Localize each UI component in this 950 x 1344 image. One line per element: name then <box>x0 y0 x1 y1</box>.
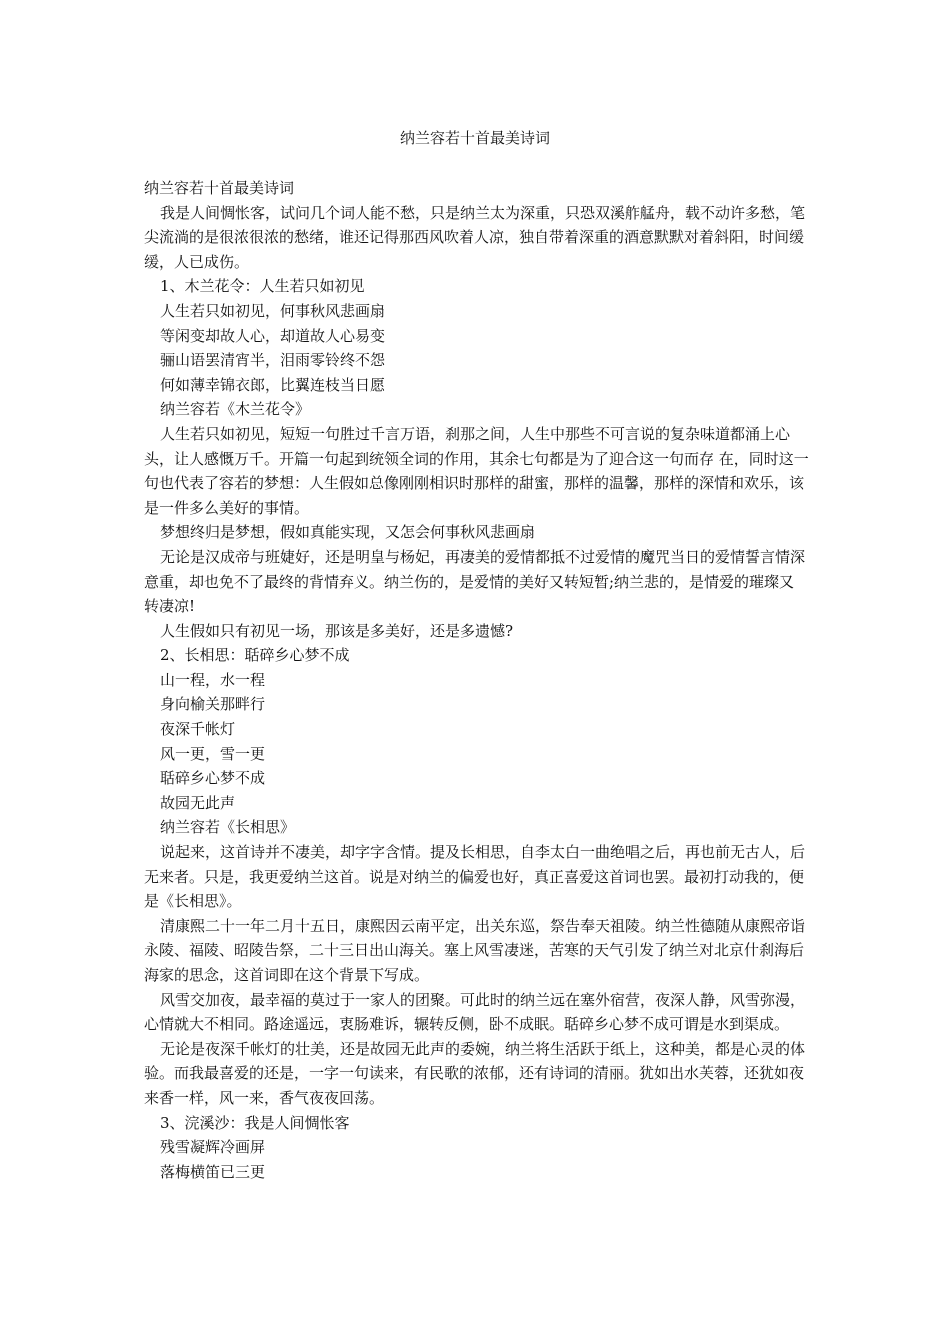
paragraph: 何如薄幸锦衣郎，比翼连枝当日愿 <box>160 375 386 394</box>
paragraph: 山一程，水一程 <box>160 670 266 689</box>
paragraph: 梦想终归是梦想，假如真能实现，又怎会何事秋风悲画扇 <box>160 523 536 542</box>
paragraph: 3、浣溪沙：我是人间惆怅客 <box>160 1113 350 1132</box>
document-body <box>144 176 809 1184</box>
paragraph: 无论是汉成帝与班婕好，还是明皇与杨妃，再凄美的爱情都抵不过爱情的魔咒当日的爱情誓言情深意重，却也免不了最终的背情弃义。纳兰伤的，是爱情的美好又转短暂;纳兰悲的，是情爱的璀璨又转凄凉! <box>144 547 806 616</box>
paragraph: 落梅横笛已三更 <box>160 1162 266 1181</box>
paragraph: 人生假如只有初见一场，那该是多美好，还是多遗憾? <box>160 621 514 640</box>
page-title: 纳兰容若十首最美诗词 <box>399 129 550 147</box>
paragraph: 说起来，这首诗并不凄美，却字字含情。提及长相思，自李太白一曲绝唱之后，再也前无古人，后无来者。只是，我更爱纳兰这首。说是对纳兰的偏爱也好，真正喜爱这首词也罢。最初打动我的，便是《长相思》。 <box>144 843 806 911</box>
paragraph: 无论是夜深千帐灯的壮美，还是故园无此声的委婉，纳兰将生活跃于纸上，这种美，都是心灵的体验。而我最喜爱的还是，一字一句读来，有民歌的浓郁，还有诗词的清丽。犹如出水芙蓉，还犹如夜来香一样，风一来，香气夜夜回荡。 <box>144 1039 806 1107</box>
paragraph: 人生若只如初见，何事秋风悲画扇 <box>160 301 386 320</box>
paragraph: 清康熙二十一年二月十五日，康熙因云南平定，出关东巡，祭告奉天祖陵。纳兰性德随从康熙帝诣永陵、福陵、昭陵告祭，二十三日出山海关。塞上风雪凄迷，苦寒的天气引发了纳兰对北京什刹海后海家的思念，这首词即在这个背景下写成。 <box>144 916 806 984</box>
paragraph: 纳兰容若十首最美诗词 <box>144 179 295 197</box>
paragraph: 风一更，雪一更 <box>160 744 266 763</box>
paragraph: 故园无此声 <box>160 793 236 812</box>
paragraph: 残雪凝辉冷画屏 <box>160 1138 266 1157</box>
paragraph: 夜深千帐灯 <box>160 720 236 739</box>
paragraph: 纳兰容若《长相思》 <box>160 818 296 837</box>
paragraph: 我是人间惆怅客，试问几个词人能不愁，只是纳兰太为深重，只恐双溪舴艋舟，载不动许多愁，笔尖流淌的是很浓很浓的愁绪，谁还记得那西风吹着人凉，独自带着深重的酒意默默对着斜阳，时间缓缓，人已成伤。 <box>144 203 806 271</box>
paragraph: 纳兰容若《木兰花令》 <box>160 400 311 419</box>
paragraph: 骊山语罢清宵半，泪雨零铃终不怨 <box>160 351 386 370</box>
paragraph: 风雪交加夜，最幸福的莫过于一家人的团聚。可此时的纳兰远在塞外宿营，夜深人静，风雪弥漫，心情就大不相同。路途遥远，衷肠难诉，辗转反侧，卧不成眠。聒碎乡心梦不成可谓是水到渠成。 <box>144 990 806 1034</box>
paragraph: 1、木兰花令：人生若只如初见 <box>160 277 365 296</box>
paragraph: 聒碎乡心梦不成 <box>160 769 266 788</box>
paragraph: 人生若只如初见，短短一句胜过千言万语，刹那之间，人生中那些不可言说的复杂味道都涌上心头，让人感慨万千。开篇一句起到统领全词的作用，其余七句都是为了迎合这一句而存 在，同时这一句也代表了容若的梦想：人生假如总像刚刚相识时那样的甜蜜，那样的温馨，那样的深情和欢乐，该是一件多么美好的事情。 <box>144 424 809 517</box>
paragraph: 2、长相思：聒碎乡心梦不成 <box>160 646 350 665</box>
paragraph: 等闲变却故人心，却道故人心易变 <box>160 326 386 345</box>
paragraph: 身向榆关那畔行 <box>160 695 266 714</box>
